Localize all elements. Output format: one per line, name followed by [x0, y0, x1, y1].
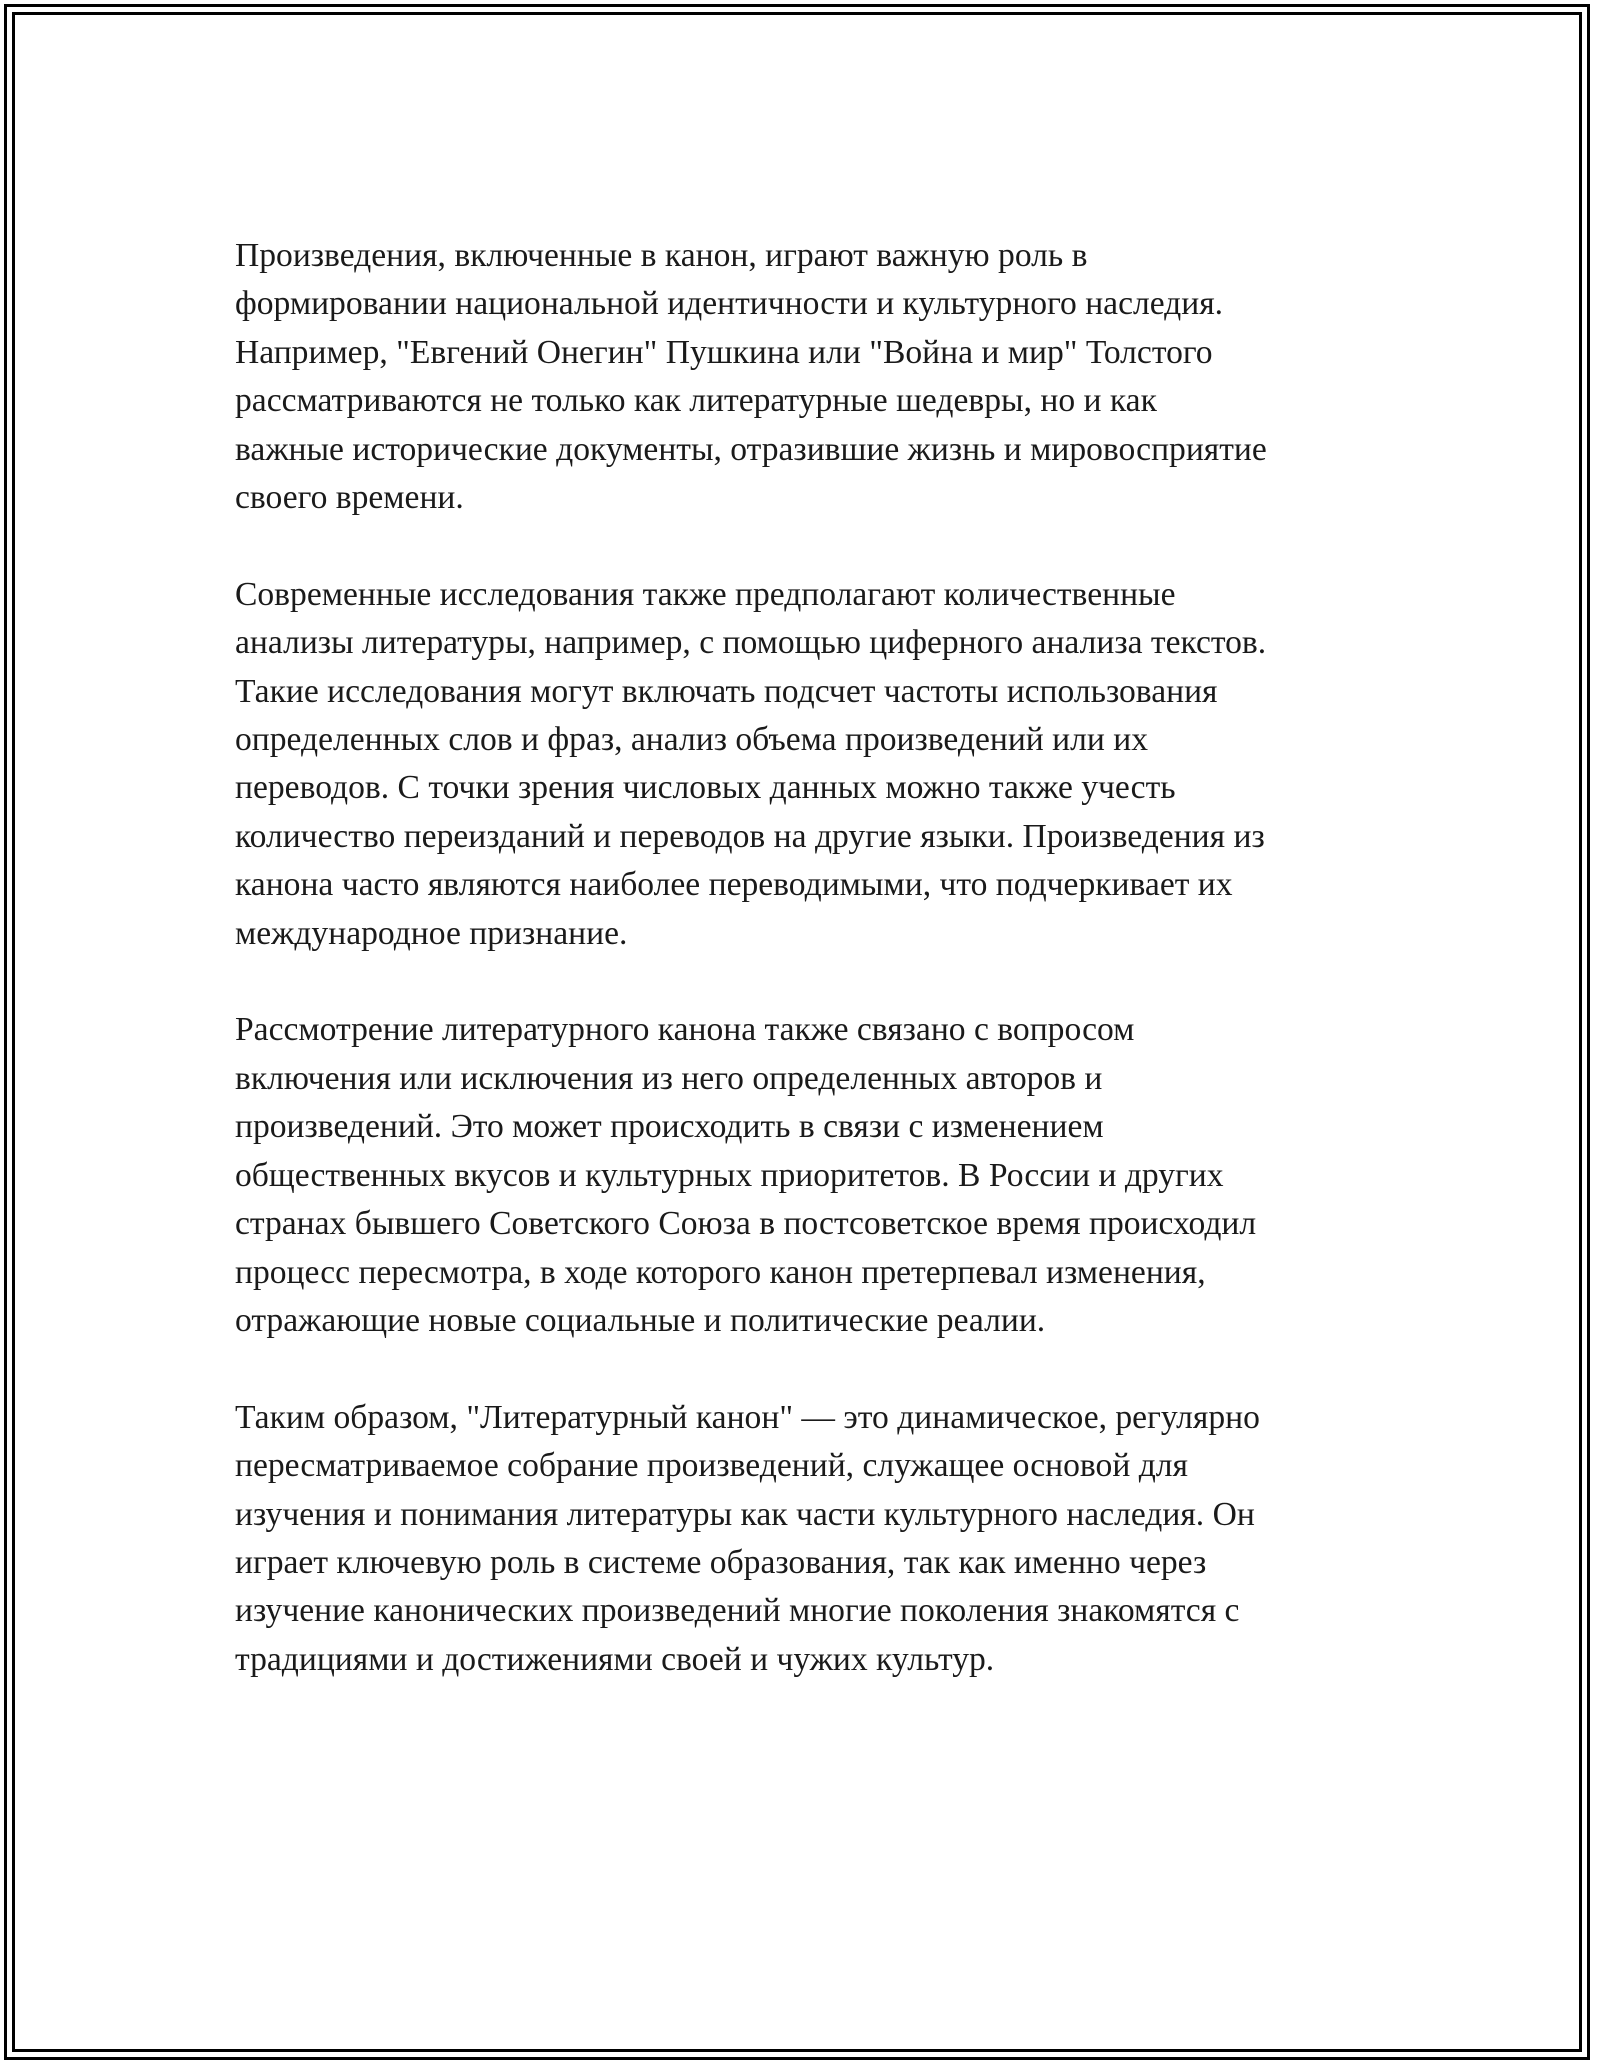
paragraph-4: Таким образом, "Литературный канон" — это динамическое, регулярно пересматриваемое собрание произведений, служащее основой для изучения и понимания литературы как части культурного наследия. Он играет ключевую роль в системе образования, так как именно через изучение канонических произведений многие поколения знакомятся с традициями и достижениями своей и чужих культур. [235, 1398, 1260, 1678]
paragraph-1: Произведения, включенные в канон, играют важную роль в формировании национальной идентичности и культурного наследия. Например, "Евгений Онегин" Пушкина или "Война и мир" Толстого рассматриваются не только как литературные шедевры, но и как важные исторические документы, отразившие жизнь и мировосприятие своего времени. [235, 237, 1267, 517]
paragraph-3: Рассмотрение литературного канона также связано с вопросом включения или исключения из него определенных авторов и произведений. Это может происходить в связи с изменением общественных вкусов и культурных приоритетов. В России и других странах бывшего Советского Союза в постсоветское время происходил процесс пересмотра, в ходе которого канон претерпевал изменения, отражающие новые социальные и политические реалии. [235, 1011, 1257, 1339]
paragraph-2: Современные исследования также предполагают количественные анализы литературы, например, с помощью циферного анализа текстов. Такие исследования могут включать подсчет частоты использования определенных слов и фраз, анализ объема произведений или их переводов. С точки зрения числовых данных можно также учесть количество переизданий и переводов на другие языки. Произведения из канона часто являются наиболее переводимыми, что подчеркивает их международное признание. [235, 575, 1267, 952]
document-body [235, 232, 1375, 1733]
